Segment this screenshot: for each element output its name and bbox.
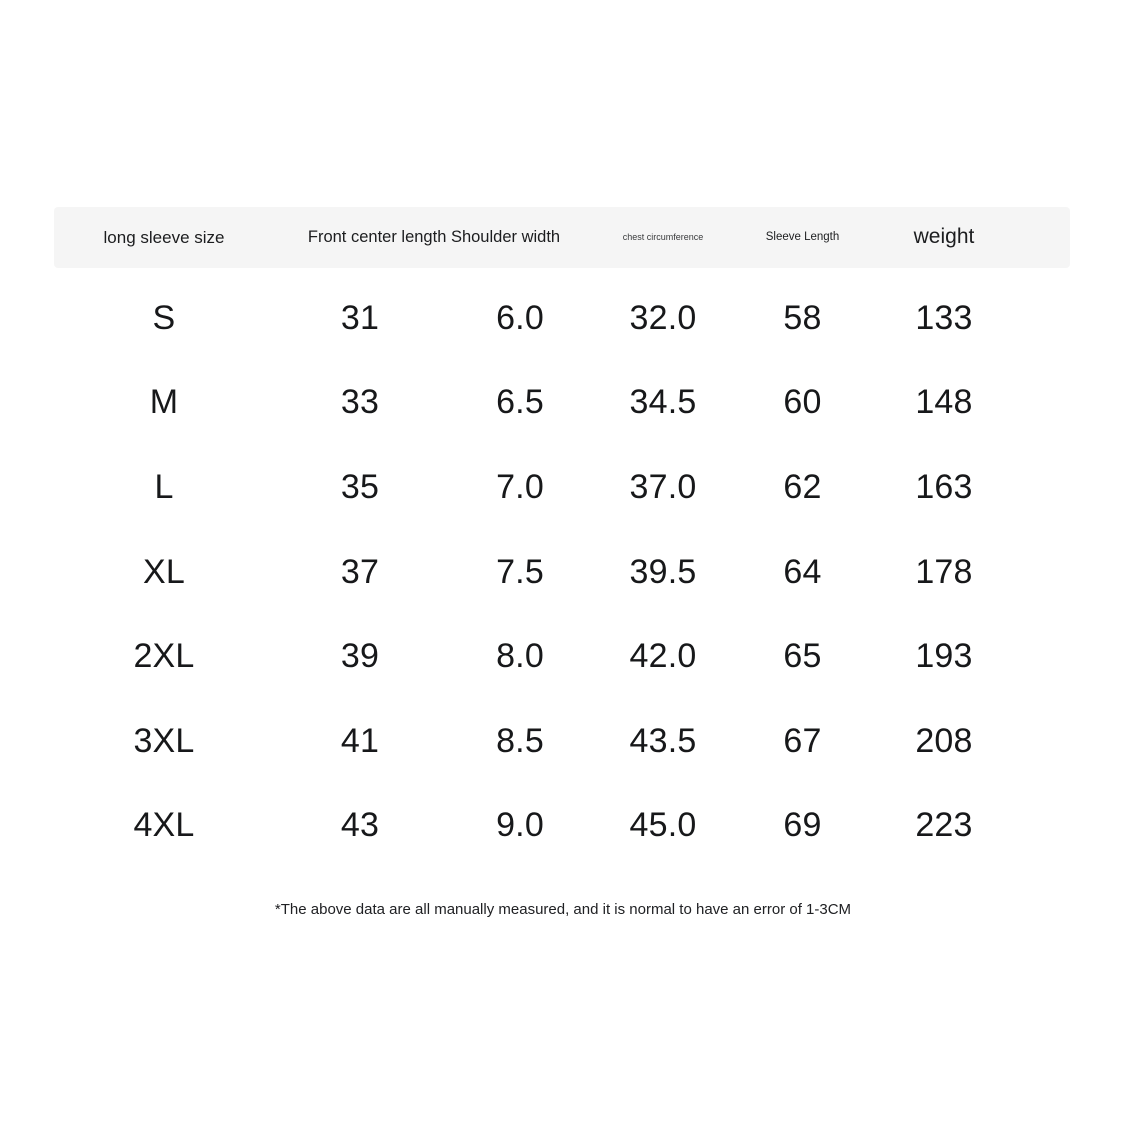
shoulder-width-cell: 9.0 [496,806,544,845]
col-header-size: long sleeve size [103,227,225,247]
weight-cell: 208 [915,721,973,760]
chest-circumference-cell: 32.0 [629,298,697,337]
weight-cell: 193 [915,637,973,676]
sleeve-length-cell: 58 [783,298,822,337]
size-cell: M [149,383,179,422]
chest-circumference-cell: 42.0 [629,637,697,676]
weight-cell: 223 [915,806,973,845]
sleeve-length-cell: 67 [783,721,822,760]
shoulder-width-cell: 8.0 [496,637,544,676]
front-center-length-cell: 43 [340,806,380,845]
shoulder-width-cell: 6.0 [496,298,544,337]
table-row [54,530,1070,615]
weight-cell: 178 [915,552,973,591]
shoulder-width-cell: 6.5 [496,383,544,422]
size-chart-table [54,207,1070,868]
front-center-length-cell: 35 [340,467,380,506]
front-center-length-cell: 31 [340,298,380,337]
chest-circumference-cell: 37.0 [629,467,697,506]
size-cell: L [154,467,174,506]
size-cell: S [152,298,176,337]
front-center-length-cell: 41 [340,721,380,760]
sleeve-length-cell: 60 [783,383,822,422]
shoulder-width-cell: 7.5 [496,552,544,591]
chest-circumference-cell: 34.5 [629,383,697,422]
size-cell: 2XL [133,637,195,676]
front-center-length-cell: 39 [340,637,380,676]
table-header-row [54,207,1070,268]
front-center-length-cell: 37 [340,552,380,591]
table-row [54,276,1070,361]
table-row [54,614,1070,699]
measurement-disclaimer: *The above data are all manually measured, and it is normal to have an error of 1-3CM [274,901,852,918]
shoulder-width-cell: 7.0 [496,467,544,506]
front-center-length-cell: 33 [340,383,380,422]
size-cell: XL [143,552,185,591]
table-row [54,445,1070,530]
chest-circumference-cell: 39.5 [629,552,697,591]
sleeve-length-cell: 62 [783,467,822,506]
col-header-chest-circumference: chest circumference [622,232,704,243]
table-row [54,784,1070,869]
size-cell: 4XL [133,806,195,845]
shoulder-width-cell: 8.5 [496,721,544,760]
col-header-front-center-length-shoulder-width: Front center length Shoulder width [307,228,561,247]
table-row [54,699,1070,784]
chest-circumference-cell: 43.5 [629,721,697,760]
sleeve-length-cell: 65 [783,637,822,676]
weight-cell: 163 [915,467,973,506]
sleeve-length-cell: 64 [783,552,822,591]
chest-circumference-cell: 45.0 [629,806,697,845]
table-body [54,276,1070,868]
size-cell: 3XL [133,721,195,760]
weight-cell: 148 [915,383,973,422]
col-header-sleeve-length: Sleeve Length [765,230,840,243]
table-row [54,361,1070,446]
col-header-weight: weight [913,225,975,249]
sleeve-length-cell: 69 [783,806,822,845]
weight-cell: 133 [915,298,973,337]
